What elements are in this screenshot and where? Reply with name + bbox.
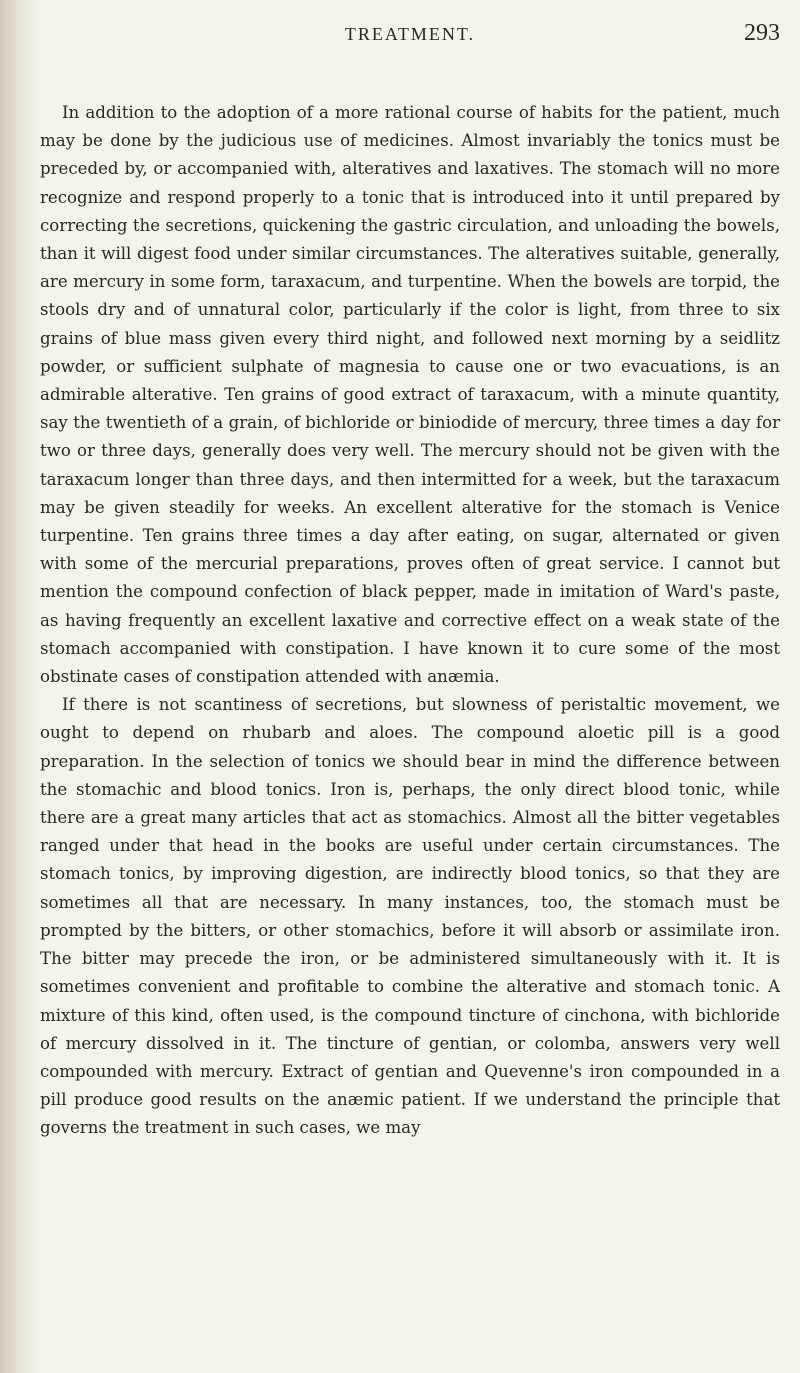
running-head [40, 16, 780, 56]
paragraph: If there is not scantiness of secretions, but slowness of peristaltic movement, we ought to depend on rhubarb and aloes. The compound aloetic pill is a good preparation. In the selection of tonics we should bear in mind the difference between the stomachic and blood tonics. Iron is, perhaps, the only direct blood tonic, while there are a great many articles that act as stomachics. Almost all the bitter vegetables ranged under that head in the books are useful under certain circumstances. The stomach tonics, by improving digestion, are indirectly blood tonics, so that they are sometimes all that are necessary. In many instances, too, the stomach must be prompted by the bitters, or other stomachics, before it will absorb or assimilate iron. The bitter may precede the iron, or be administered simultaneously with it. It is sometimes convenient and profitable to combine the alterative and stomach tonic. A mixture of this kind, often used, is the compound tincture of cinchona, with bichloride of mercury dissolved in it. The tincture of gentian, or colomba, answers very well compounded with mercury. Extract of gentian and Quevenne's iron compounded in a pill produce good results on the anæmic patient. If we understand the principle that governs the treatment in such cases, we may [40, 695, 780, 1138]
paragraph: In addition to the adoption of a more rational course of habits for the patient, much may be done by the judicious use of medicines. Almost invariably the tonics must be preceded by, or accompanied with, alteratives and laxatives. The stomach will no more recognize and respond properly to a tonic that is introduced into it until prepared by correcting the secretions, quickening the gastric circulation, and unloading the bowels, than it will digest food under similar circumstances. The alteratives suitable, generally, are mercury in some form, taraxacum, and turpentine. When the bowels are torpid, the stools dry and of unnatural color, particularly if the color is light, from three to six grains of blue mass given every third night, and followed next morning by a seidlitz powder, or sufficient sulphate of magnesia to cause one or two evacuations, is an admirable alterative. Ten grains of good extract of taraxacum, with a minute quantity, say the twentieth of a grain, of bichloride or biniodide of mercury, three times a day for two or three days, generally does very well. The mercury should not be given with the taraxacum longer than three days, and then intermitted for a week, but the taraxacum may be given steadily for weeks. An excellent alterative for the stomach is Venice turpentine. Ten grains three times a day after eating, on sugar, alternated or given with some of the mercurial preparations, proves often of great service. I cannot but mention the compound confection of black pepper, made in imitation of Ward's paste, as having frequently an excellent laxative and corrective effect on a weak state of the stomach accompanied with constipation. I have known it to cure some of the most obstinate cases of constipation attended with anæmia. [40, 103, 780, 687]
page-number: 293 [744, 20, 780, 46]
binding-gutter-shadow [0, 0, 38, 1373]
running-title: TREATMENT. [344, 24, 476, 44]
book-page [40, 16, 780, 1143]
body-text [40, 99, 780, 1143]
